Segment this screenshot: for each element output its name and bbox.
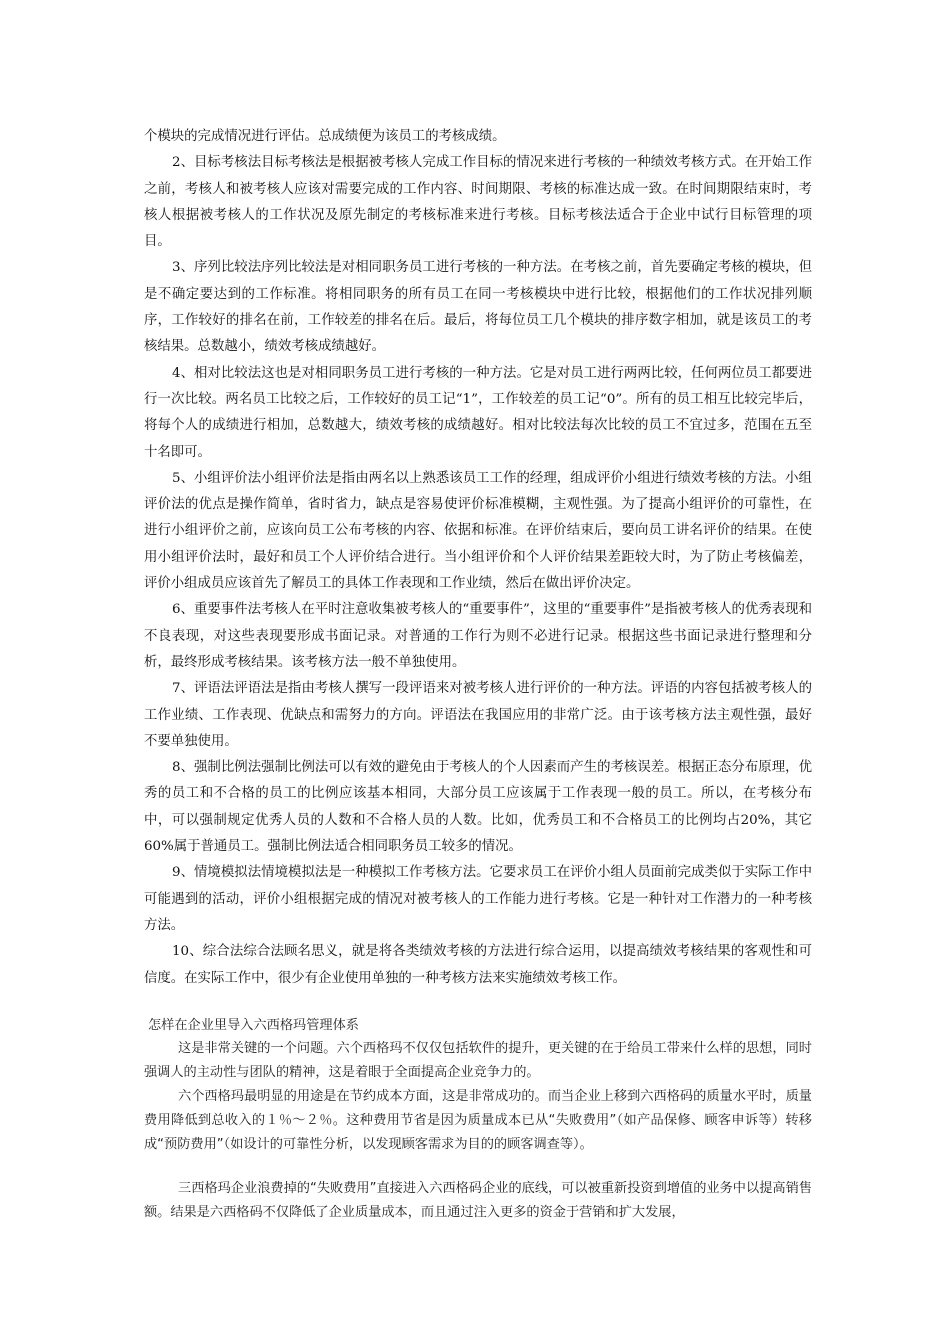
paragraph-comment-method: 7、评语法评语法是指由考核人撰写一段评语来对被考核人进行评价的一种方法。评语的内容包括被考核人的工作业绩、工作表现、优缺点和需努力的方向。评语法在我国应用的非常广泛。由于该考核方法主观性强，最好不要单独使用。 [144,681,812,749]
paragraph-continuation: 个模块的完成情况进行评估。总成绩便为该员工的考核成绩。 [144,129,506,144]
paragraph-comprehensive-method: 10、综合法综合法顾名思义，就是将各类绩效考核的方法进行综合运用，以提高绩效考核结果的客观性和可信度。在实际工作中，很少有企业使用单独的一种考核方法来实施绩效考核工作。 [144,944,812,986]
document-body [144,124,812,992]
six-sigma-paragraph: 三西格玛企业浪费掉的“失败费用”直接进入六西格码企业的底线，可以被重新投资到增值的业务中以提高销售额。结果是六西格码不仅降低了企业质量成本，而且通过注入更多的资金于营销和扩大发展， [144,1181,812,1220]
paragraph-ranking-comparison: 3、序列比较法序列比较法是对相同职务员工进行考核的一种方法。在考核之前，首先要确定考核的模块，但是不确定要达到的工作标准。将相同职务的所有员工在同一考核模块中进行比较，根据他们的工作状况排列顺序，工作较好的排名在前，工作较差的排名在后。最后，将每位员工几个模块的排序数字相加，就是该员工的考核结果。总数越小，绩效考核成绩越好。 [144,260,812,355]
six-sigma-paragraph: 六个西格玛最明显的用途是在节约成本方面，这是非常成功的。而当企业上移到六西格码的质量水平时，质量费用降低到总收入的１％～２％。这种费用节省是因为质量成本已从“失败费用”（如产品保修、顾客申诉等）转移成“预防费用”（如设计的可靠性分析，以发现顾客需求为目的的顾客调查等）。 [144,1089,812,1152]
paragraph-situational-simulation: 9、情境模拟法情境模拟法是一种模拟工作考核方法。它要求员工在评价小组人员面前完成类似于实际工作中可能遇到的活动，评价小组根据完成的情况对被考核人的工作能力进行考核。它是一种针对工作潜力的一种考核方法。 [144,865,812,933]
paragraph-target-assessment: 2、目标考核法目标考核法是根据被考核人完成工作目标的情况来进行考核的一种绩效考核方式。在开始工作之前，考核人和被考核人应该对需要完成的工作内容、时间期限、考核的标准达成一致。在时间期限结束时，考核人根据被考核人的工作状况及原先制定的考核标准来进行考核。目标考核法适合于企业中试行目标管理的项目。 [144,155,812,250]
six-sigma-paragraph: 这是非常关键的一个问题。六个西格玛不仅仅包括软件的提升，更关键的在于给员工带来什么样的思想，同时强调人的主动性与团队的精神，这是着眼于全面提高企业竞争力的。 [144,1041,812,1080]
paragraph-critical-incident: 6、重要事件法考核人在平时注意收集被考核人的“重要事件”，这里的“重要事件”是指被考核人的优秀表现和不良表现，对这些表现要形成书面记录。对普通的工作行为则不必进行记录。根据这些书面记录进行整理和分析，最终形成考核结果。该考核方法一般不单独使用。 [144,602,812,670]
section-heading: 怎样在企业里导入六西格玛管理体系 [148,1018,359,1033]
paragraph-relative-comparison: 4、相对比较法这也是对相同职务员工进行考核的一种方法。它是对员工进行两两比较，任何两位员工都要进行一次比较。两名员工比较之后，工作较好的员工记“1”，工作较差的员工记“0”。所有的员工相互比较完毕后，将每个人的成绩进行相加，总数越大，绩效考核的成绩越好。相对比较法每次比较的员工不宜过多，范围在五至十名即可。 [144,365,812,460]
paragraph-forced-distribution: 8、强制比例法强制比例法可以有效的避免由于考核人的个人因素而产生的考核误差。根据正态分布原理，优秀的员工和不合格的员工的比例应该基本相同，大部分员工应该属于工作表现一般的员工。所以，在考核分布中，可以强制规定优秀人员的人数和不合格人员的人数。比如，优秀员工和不合格员工的比例均占20%，其它60%属于普通员工。强制比例法适合相同职务员工较多的情况。 [144,760,812,855]
paragraph-group-evaluation: 5、小组评价法小组评价法是指由两名以上熟悉该员工工作的经理，组成评价小组进行绩效考核的方法。小组评价法的优点是操作简单，省时省力，缺点是容易使评价标准模糊，主观性强。为了提高小组评价的可靠性，在进行小组评价之前，应该向员工公布考核的内容、依据和标准。在评价结束后，要向员工讲名评价的结果。在使用小组评价法时，最好和员工个人评价结合进行。当小组评价和个人评价结果差距较大时，为了防止考核偏差，评价小组成员应该首先了解员工的具体工作表现和工作业绩，然后在做出评价决定。 [144,470,812,592]
six-sigma-section [144,1015,812,1225]
